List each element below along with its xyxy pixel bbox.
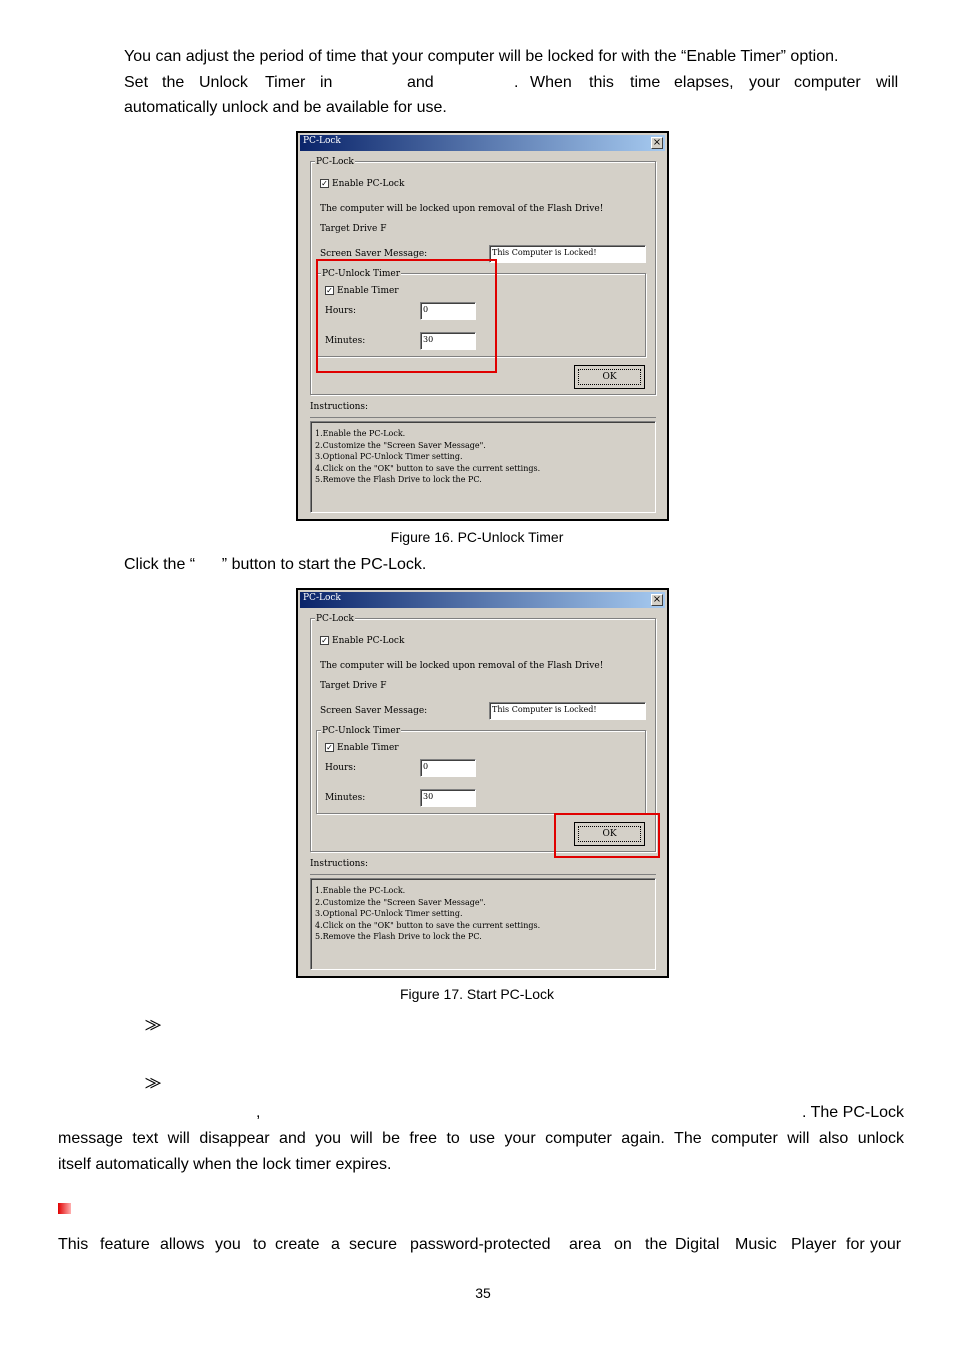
word: Unlock xyxy=(199,74,248,91)
instruction-line: 4.Click on the "OK" button to save the current settings. xyxy=(315,920,541,930)
close-icon[interactable]: × xyxy=(652,594,662,605)
instruction-line: 4.Click on the "OK" button to save the current settings. xyxy=(315,463,541,473)
dialog-title: PC-Lock xyxy=(303,593,341,603)
bullet-arrow-icon: ⨠ xyxy=(145,1016,162,1032)
ok-button-label: OK xyxy=(578,826,641,842)
lock-notice: The computer will be locked upon removal of the Flash Drive! xyxy=(320,661,604,671)
word: area xyxy=(569,1236,602,1253)
click-instruction: Click the “ ” button to start the PC-Lock. xyxy=(124,556,427,573)
dialog-title: PC-Lock xyxy=(303,136,341,146)
instructions-box xyxy=(310,421,656,513)
timer-highlight-box xyxy=(316,259,497,373)
word: create xyxy=(275,1236,320,1253)
pclock-dialog-fig16 xyxy=(296,131,669,521)
word: This xyxy=(58,1236,89,1253)
instruction-line: 3.Optional PC-Unlock Timer setting. xyxy=(315,909,463,918)
word: feature xyxy=(100,1236,150,1253)
word: Digital xyxy=(675,1236,720,1253)
group-pclock-label: PC-Lock xyxy=(316,614,354,624)
word: secure xyxy=(349,1236,398,1253)
intro-line-2 xyxy=(124,70,904,96)
intro-line-1: You can adjust the period of time that your computer will be locked for with the “Enable Timer” option. xyxy=(124,48,839,65)
word: . xyxy=(514,74,519,91)
hours-label: Hours: xyxy=(325,306,357,316)
instruction-line: 2.Customize the "Screen Saver Message". xyxy=(315,440,486,450)
instruction-line: 3.Optional PC-Unlock Timer setting. xyxy=(315,452,463,461)
word: in xyxy=(320,74,333,91)
group-timer-label: PC-Unlock Timer xyxy=(322,726,401,736)
instructions-box xyxy=(310,878,656,970)
pclock-dialog-fig17 xyxy=(296,588,669,978)
word: this xyxy=(589,74,614,91)
word: When xyxy=(530,74,572,91)
word: your xyxy=(749,74,781,91)
minutes-input[interactable]: 30 xyxy=(420,332,476,350)
screen-saver-label: Screen Saver Message: xyxy=(320,249,428,259)
word: to xyxy=(253,1236,267,1253)
feature-line xyxy=(58,1232,904,1258)
section-marker-icon xyxy=(58,1203,71,1214)
unlock-tail: . The PC-Lock xyxy=(802,1104,904,1121)
word: time xyxy=(630,74,661,91)
instructions-label: Instructions: xyxy=(310,859,369,869)
unlock-line-2: message text will disappear and you will be free to use your computer again. The computer will also unlock xyxy=(58,1130,904,1147)
screen-saver-input[interactable]: This Computer is Locked! xyxy=(489,702,646,720)
screen-saver-label: Screen Saver Message: xyxy=(320,706,428,716)
hours-input[interactable]: 0 xyxy=(420,759,476,777)
unlock-line-3: itself automatically when the lock timer expires. xyxy=(58,1156,392,1173)
word: the xyxy=(162,74,185,91)
word: your xyxy=(870,1236,902,1253)
word: the xyxy=(645,1236,668,1253)
dialog-titlebar[interactable] xyxy=(300,592,665,608)
word: for xyxy=(846,1236,865,1253)
ok-button-label: OK xyxy=(578,369,641,385)
word: Music xyxy=(735,1236,777,1253)
group-pclock-label: PC-Lock xyxy=(316,157,354,167)
instruction-line: 1.Enable the PC-Lock. xyxy=(315,886,406,895)
intro-line-3: automatically unlock and be available for use. xyxy=(124,99,447,116)
bullet-arrow-icon: ⨠ xyxy=(145,1074,162,1090)
hours-label: Hours: xyxy=(325,763,357,773)
target-drive: Target Drive F xyxy=(320,681,387,691)
word: elapses, xyxy=(674,74,734,91)
word: password-protected xyxy=(410,1236,551,1253)
enable-pclock-label: Enable PC-Lock xyxy=(332,179,405,189)
instructions-label: Instructions: xyxy=(310,402,369,412)
close-icon[interactable]: × xyxy=(652,137,662,148)
enable-timer-label: Enable Timer xyxy=(337,286,399,296)
ok-highlight-box xyxy=(554,813,660,858)
word: on xyxy=(614,1236,632,1253)
enable-timer-checkbox[interactable]: ✓ xyxy=(326,286,333,295)
screen-saver-input[interactable]: This Computer is Locked! xyxy=(489,245,646,263)
minutes-label: Minutes: xyxy=(325,336,366,346)
word: allows xyxy=(160,1236,205,1253)
instructions-divider xyxy=(310,417,656,418)
word: Set xyxy=(124,74,149,91)
instruction-line: 1.Enable the PC-Lock. xyxy=(315,429,406,438)
word: computer xyxy=(794,74,861,91)
enable-pclock-label: Enable PC-Lock xyxy=(332,636,405,646)
word: you xyxy=(215,1236,241,1253)
word: and xyxy=(407,74,434,91)
enable-pclock-checkbox[interactable]: ✓ xyxy=(321,636,328,645)
ok-button[interactable] xyxy=(574,365,645,389)
instruction-line: 5.Remove the Flash Drive to lock the PC. xyxy=(315,475,482,484)
minutes-label: Minutes: xyxy=(325,793,366,803)
lock-notice: The computer will be locked upon removal of the Flash Drive! xyxy=(320,204,604,214)
hours-input[interactable]: 0 xyxy=(420,302,476,320)
word: Player xyxy=(791,1236,837,1253)
figure-16-caption: Figure 16. PC-Unlock Timer xyxy=(390,529,564,545)
enable-pclock-checkbox[interactable]: ✓ xyxy=(321,179,328,188)
target-drive: Target Drive F xyxy=(320,224,387,234)
page-number: 35 xyxy=(475,1285,491,1301)
figure-17-caption: Figure 17. Start PC-Lock xyxy=(399,986,555,1002)
group-timer-label: PC-Unlock Timer xyxy=(322,269,401,279)
instruction-line: 2.Customize the "Screen Saver Message". xyxy=(315,897,486,907)
instruction-line: 5.Remove the Flash Drive to lock the PC. xyxy=(315,932,482,941)
enable-timer-label: Enable Timer xyxy=(337,743,399,753)
word: a xyxy=(331,1236,340,1253)
minutes-input[interactable]: 30 xyxy=(420,789,476,807)
instructions-divider xyxy=(310,874,656,875)
enable-timer-checkbox[interactable]: ✓ xyxy=(326,743,333,752)
unlock-comma: , xyxy=(256,1104,261,1121)
word: will xyxy=(876,74,899,91)
dialog-titlebar[interactable] xyxy=(300,135,665,151)
word: Timer xyxy=(265,74,306,91)
